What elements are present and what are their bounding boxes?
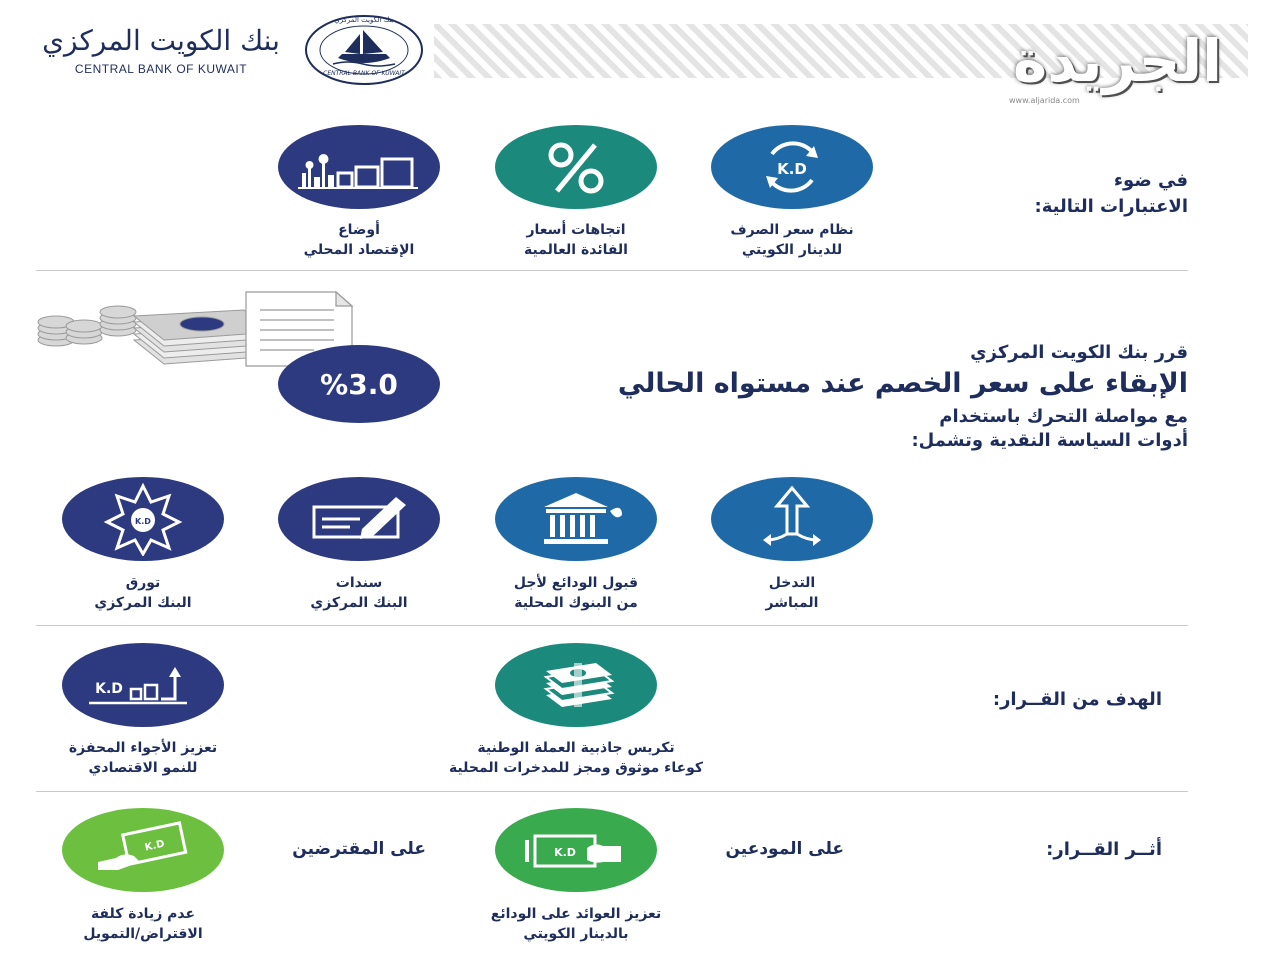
rate-badge	[278, 345, 440, 423]
caption-line2: المباشر	[765, 595, 819, 611]
cheque-pen-icon	[278, 477, 440, 561]
considerations-intro	[928, 168, 1188, 220]
kd-growth-chart-icon	[62, 643, 224, 727]
depositors-label: على المودعين	[725, 839, 844, 859]
skyline-bars-icon	[278, 125, 440, 209]
caption-line2: البنك المركزي	[310, 595, 408, 611]
kd-deposit-hand-icon	[495, 808, 657, 892]
impact-deposits-caption	[456, 904, 696, 944]
tool-bonds-caption	[259, 573, 459, 613]
seal-text-en: CENTRAL BANK OF KUWAIT	[323, 70, 405, 77]
decision-tools-intro	[468, 405, 1188, 453]
goal-currency-caption	[386, 738, 766, 778]
seal-text-ar: بنك الكويت المركزي	[334, 16, 394, 24]
impact-label: أثــر القــرار:	[1046, 839, 1162, 860]
impact-borrowing-caption	[33, 904, 253, 944]
consideration-exchange-caption	[691, 220, 893, 260]
section-divider	[36, 625, 1188, 626]
bank-name-en: CENTRAL BANK OF KUWAIT	[74, 62, 248, 76]
bank-name-ar: بنك الكويت المركزي	[42, 24, 280, 57]
kd-badge-text: K.D	[777, 160, 807, 178]
cbk-emblem-icon	[62, 477, 224, 561]
consideration-economy-caption	[259, 220, 459, 260]
decision-intro: قرر بنك الكويت المركزي	[970, 342, 1188, 363]
rate-value: %3.0	[320, 367, 398, 401]
caption-line2: الفائدة العالمية	[524, 242, 628, 258]
section-divider	[36, 791, 1188, 792]
kd-badge-text: K.D	[554, 846, 576, 859]
kd-badge-text: K.D	[143, 838, 166, 854]
caption-line2: كوعاء موثوق ومجز للمدخرات المحلية	[448, 760, 704, 776]
bank-logo	[36, 24, 286, 82]
kd-badge-text: K.D	[135, 517, 151, 526]
caption-line2: من البنوك المحلية	[514, 595, 638, 611]
bank-building-icon	[495, 477, 657, 561]
caption-line2: للنمو الاقتصادي	[88, 760, 198, 776]
caption-line1: قبول الودائع لأجل	[513, 575, 639, 591]
tools-intro-line2: أدوات السياسة النقدية وتشمل:	[911, 430, 1188, 451]
caption-line1: تعزيز العوائد على الودائع	[490, 906, 662, 922]
borrowers-label: على المقترضين	[292, 839, 426, 859]
caption-line1: التدخل	[768, 575, 816, 591]
goal-growth-caption	[33, 738, 253, 778]
intro-line1: في ضوء	[1113, 170, 1188, 191]
money-stack-icon	[495, 643, 657, 727]
tool-deposits-caption	[466, 573, 686, 613]
caption-line1: أوضاع	[338, 222, 380, 238]
kd-borrow-hand-icon	[62, 808, 224, 892]
tool-intervention-caption	[691, 573, 893, 613]
goal-label: الهدف من القــرار:	[992, 689, 1162, 710]
caption-line1: عدم زيادة كلفة	[90, 906, 196, 922]
caption-line2: للدينار الكويتي	[741, 242, 843, 258]
newspaper-logo	[1005, 26, 1230, 112]
percent-icon	[495, 125, 657, 209]
kd-exchange-icon	[711, 125, 873, 209]
tools-intro-line1: مع مواصلة التحرك باستخدام	[939, 406, 1188, 427]
caption-line2: البنك المركزي	[94, 595, 192, 611]
caption-line1: تعزيز الأجواء المحفزة	[68, 740, 218, 756]
caption-line2: الإقتصاد المحلي	[303, 242, 415, 258]
newspaper-logo-text: الجريدة	[1012, 27, 1223, 95]
intro-line2: الاعتبارات التالية:	[1034, 196, 1188, 217]
caption-line1: تكريس جاذبية العملة الوطنية	[477, 740, 675, 756]
caption-line1: نظام سعر الصرف	[730, 222, 854, 238]
consideration-interest-caption	[476, 220, 676, 260]
direct-intervention-arrows-icon	[711, 477, 873, 561]
section-divider	[36, 270, 1188, 271]
cbk-seal	[303, 14, 425, 86]
caption-line2: بالدينار الكويتي	[523, 926, 629, 942]
kd-badge-text: K.D	[95, 681, 123, 697]
tool-tawarruq-caption	[43, 573, 243, 613]
caption-line1: سندات	[335, 575, 383, 591]
newspaper-url: www.aljarida.com	[1009, 96, 1080, 105]
caption-line1: تورق	[125, 575, 161, 591]
caption-line2: الاقتراض/التمويل	[83, 926, 203, 942]
caption-line1: اتجاهات أسعار	[526, 222, 626, 238]
decision-headline: الإبقاء على سعر الخصم عند مستواه الحالي	[617, 368, 1188, 399]
